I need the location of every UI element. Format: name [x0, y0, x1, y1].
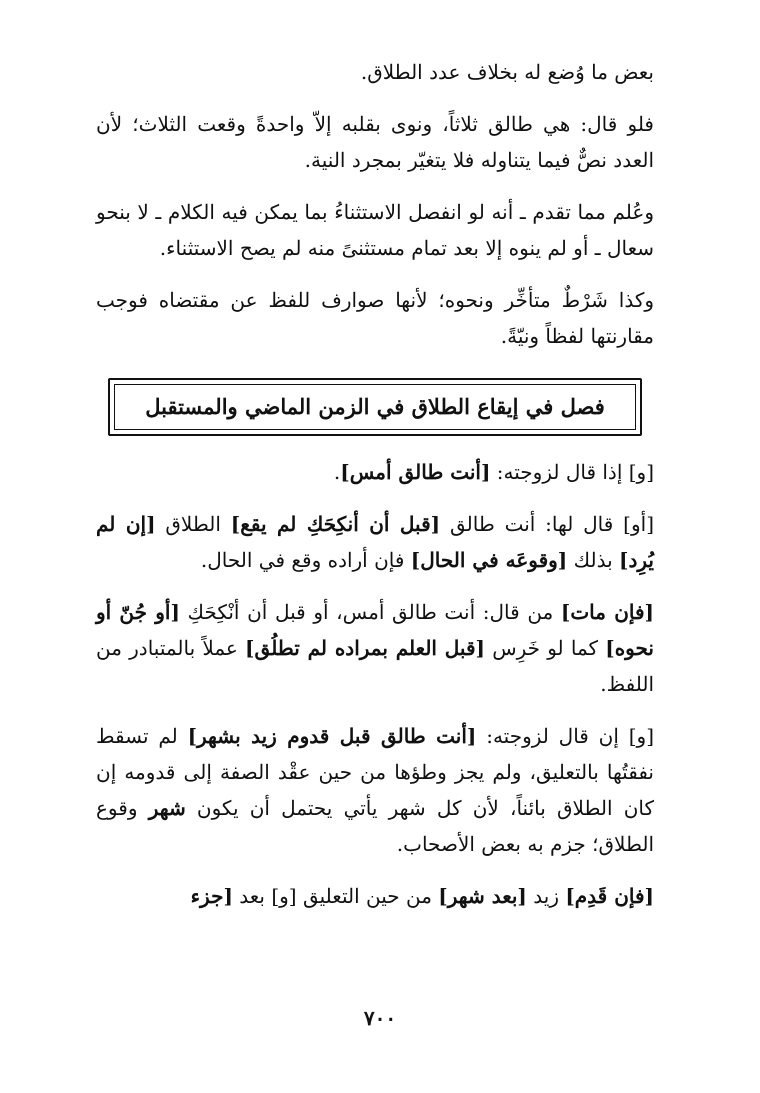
paragraph	[96, 54, 654, 90]
paragraph	[96, 878, 654, 914]
text-run: وقوع الطلاق؛ جزم به بعض الأصحاب.	[96, 796, 654, 856]
text-run: [و] إن قال لزوجته:	[476, 724, 655, 748]
bold-matn-text: [جزء	[190, 884, 233, 908]
bold-matn-text: [أو جُنّ أو نحوه]	[96, 600, 654, 660]
text-run: كما لو خَرِس	[484, 636, 606, 660]
bold-matn-text: شهر	[148, 796, 186, 820]
text-run: من قال: أنت طالق أمس، أو قبل أن أنْكِحَكِ	[179, 600, 561, 624]
text-run: لم تسقط نفقتُها بالتعليق، ولم يجز وطؤها من حين عقْد الصفة إلى قدومه إن كان الطلاق بائناً، لأن كل شهر يأتي يحتمل أن يكون	[96, 724, 655, 820]
text-run: من حين التعليق [و] بعد	[232, 884, 439, 908]
paragraph	[96, 454, 654, 490]
text-run: عملاً بالمتبادر من اللفظ.	[96, 636, 654, 696]
paragraphs-after-section	[96, 454, 654, 914]
bold-matn-text: [أنت طالق أمس]	[340, 460, 491, 484]
text-run: .	[333, 460, 341, 484]
text-run: الطلاق	[155, 512, 231, 536]
section-title: فصل في إيقاع الطلاق في الزمن الماضي والمستقبل	[114, 384, 636, 430]
bold-matn-text: [أنت طالق قبل قدوم زيد بشهر]	[187, 724, 477, 748]
bold-matn-text: [وقوعَه في الحال]	[410, 548, 568, 572]
bold-matn-text: [فإن قَدِم]	[565, 884, 654, 908]
text-run: وكذا شَرْطٌ متأخِّر ونحوه؛ لأنها صوارف للفظ عن مقتضاه فوجب مقارنتها لفظاً ونيّةً.	[96, 288, 654, 348]
text-run: زيد	[526, 884, 566, 908]
paragraph	[96, 594, 654, 702]
bold-matn-text: [فإن مات]	[560, 600, 654, 624]
text-run: بذلك	[567, 548, 620, 572]
text-run: [و] إذا قال لزوجته:	[490, 460, 654, 484]
text-run: فإن أراده وقع في الحال.	[200, 548, 411, 572]
text-run: [أو] قال لها: أنت طالق	[440, 512, 654, 536]
text-run: بعض ما وُضع له بخلاف عدد الطلاق.	[360, 60, 654, 84]
page-body	[96, 54, 654, 1054]
paragraph	[96, 718, 654, 862]
paragraph	[96, 194, 654, 266]
bold-matn-text: [قبل أن أنكِحَكِ لم يقع]	[230, 512, 441, 536]
section-title-frame	[108, 378, 642, 436]
bold-matn-text: [إن لم يُرِد]	[96, 512, 654, 572]
text-run: وعُلم مما تقدم ـ أنه لو انفصل الاستثناءُ بما يمكن فيه الكلام ـ لا بنحو سعال ـ أو لم ينوه إلا بعد تمام مستثنىً منه لم يصح الاستثناء.	[96, 200, 654, 260]
paragraphs-before-section	[96, 54, 654, 354]
paragraph	[96, 106, 654, 178]
bold-matn-text: [بعد شهر]	[438, 884, 527, 908]
bold-matn-text: [قبل العلم بمراده لم تطلُق]	[245, 636, 485, 660]
text-run: فلو قال: هي طالق ثلاثاً، ونوى بقلبه إلاّ واحدةً وقعت الثلاث؛ لأن العدد نصٌّ فيما يتناوله فلا يتغيّر بمجرد النية.	[96, 112, 654, 172]
paragraph	[96, 282, 654, 354]
page-number: ٧٠٠	[363, 1006, 397, 1030]
paragraph	[96, 506, 654, 578]
